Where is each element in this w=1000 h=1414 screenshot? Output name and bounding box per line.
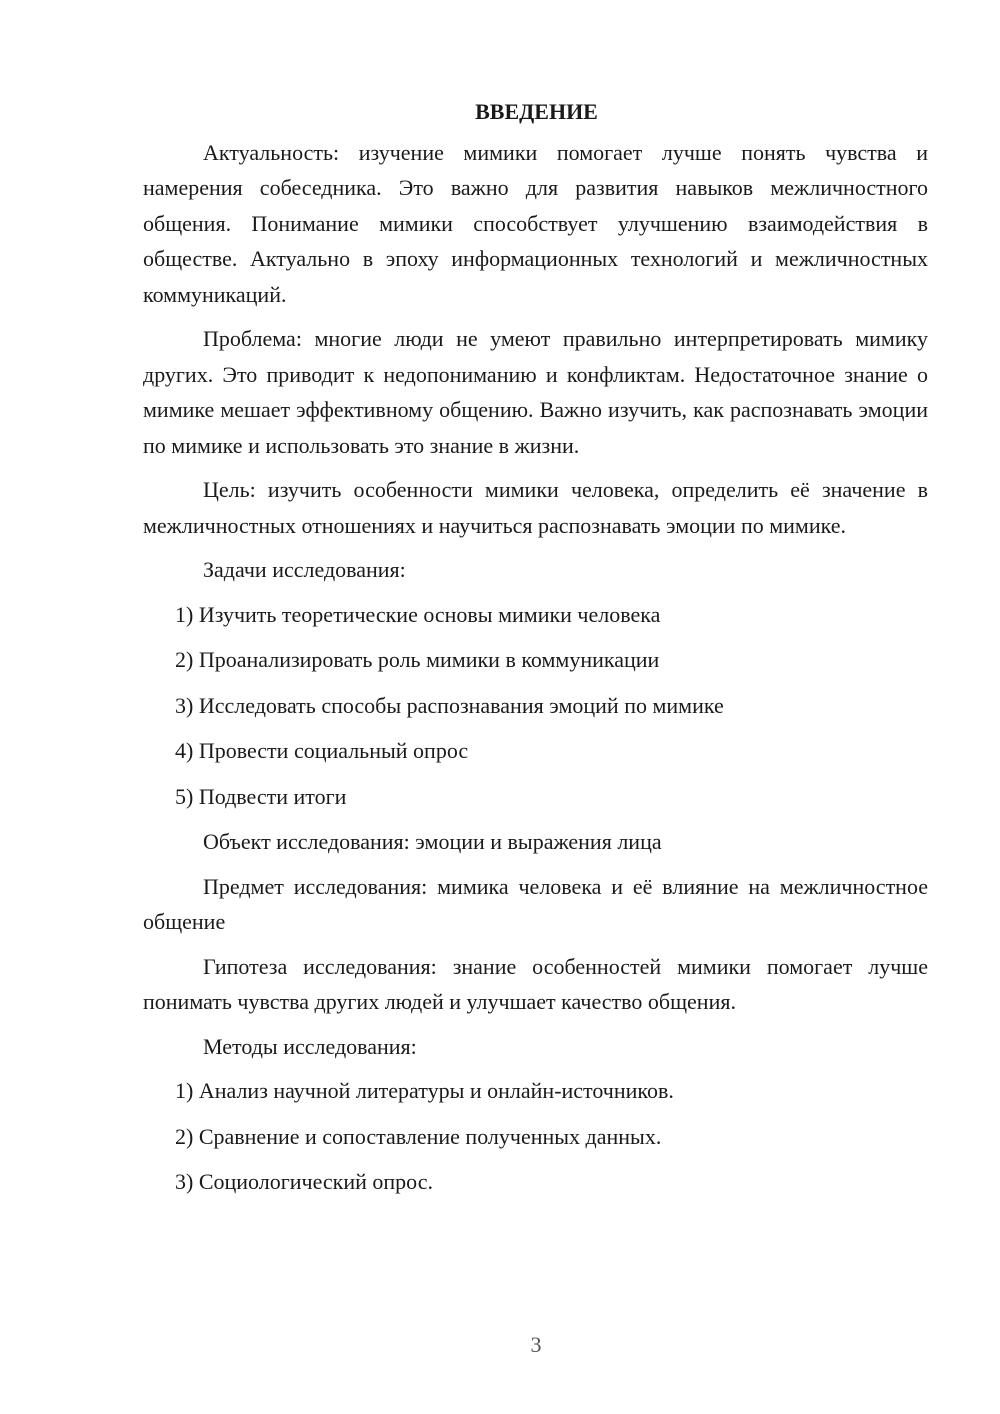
hypothesis-paragraph: Гипотеза исследования: знание особенностей мимики помогает лучше понимать чувства других людей и улучшает качество общения. [143,953,928,1014]
page-number: 3 [530,1332,542,1357]
list-item: 2) Проанализировать роль мимики в коммуникации [175,647,660,672]
tasks-heading: Задачи исследования: [203,557,406,582]
list-item: 1) Изучить теоретические основы мимики человека [175,601,661,627]
goal-paragraph: Цель: изучить особенности мимики человека, определить её значение в межличностных отношениях и научиться распознавать эмоции по мимике. [143,477,928,538]
list-item: 3) Социологический опрос. [175,1169,433,1194]
list-item: 3) Исследовать способы распознавания эмоций по мимике [175,692,724,718]
subject-paragraph: Предмет исследования: мимика человека и её влияние на межличностное общение [143,873,928,934]
list-item: 5) Подвести итоги [175,783,347,809]
methods-list [143,1073,928,1200]
problem-paragraph: Проблема: многие люди не умеют правильно интерпретировать мимику других. Это приводит к недопониманию и конфликтам. Недостаточное знание о мимике мешает эффективному общению. Важно изучить, как распознавать эмоции по мимике и использовать это знание в жизни. [143,326,928,458]
document-page [143,94,928,1210]
relevance-paragraph: Актуальность: изучение мимики помогает лучше понять чувства и намерения собеседника. Это важно для развития навыков межличностного общения. Понимание мимики способствует улучшению взаимодействия в обществе. Актуально в эпоху информационных технологий и межличностных коммуникаций. [143,139,928,307]
section-title: ВВЕДЕНИЕ [475,99,598,124]
list-item: 4) Провести социальный опрос [175,738,469,763]
list-item: 1) Анализ научной литературы и онлайн-источников. [175,1078,674,1103]
list-item: 2) Сравнение и сопоставление полученных данных. [175,1123,662,1149]
object-paragraph: Объект исследования: эмоции и выражения лица [203,829,662,854]
tasks-list [143,597,928,815]
methods-heading: Методы исследования: [203,1033,417,1059]
